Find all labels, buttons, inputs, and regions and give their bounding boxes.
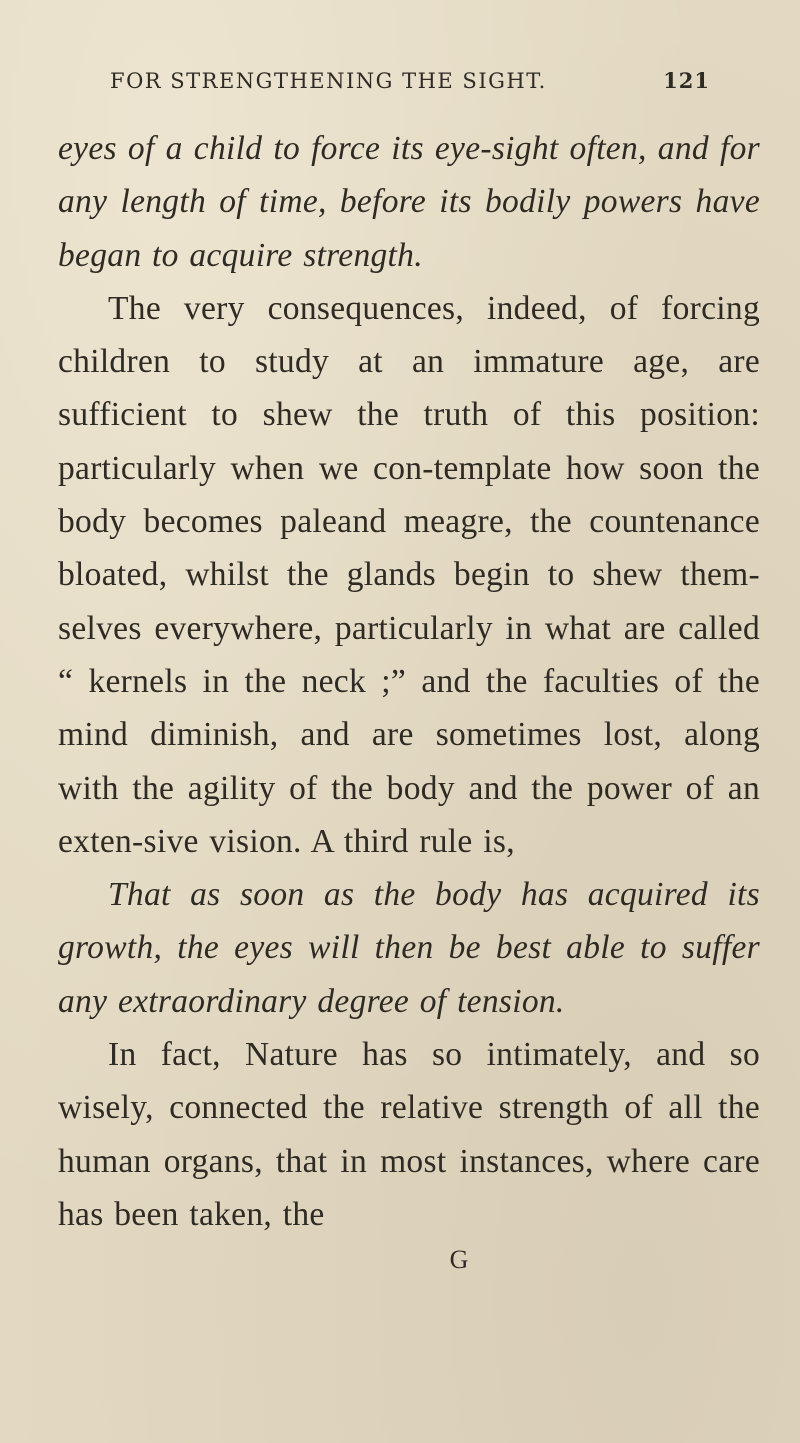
running-title: FOR STRENGTHENING THE SIGHT. (110, 69, 547, 93)
paragraph-nature: In fact, Nature has so intimately, and so wisely, connected the relative strength of all the human organs, that in most instances, where care has been taken, the (58, 1036, 760, 1233)
paragraph-third-rule: That as soon as the body has acquired its growth, the eyes will then be best able to suffer any extraordinary degree of tension. (58, 876, 760, 1020)
signature-mark: G (449, 1245, 469, 1275)
body-text (58, 122, 760, 1241)
paragraph-consequences: The very consequences, indeed, of forcing children to study at an immature age, are sufficient to shew the truth of this position: particularly when we con-template how soon the body becomes paleand meagre, the countenance bloated, whilst the glands begin to shew them-selves everywhere, particularly in what are called “ kernels in the neck ;” and the faculties of the mind diminish, and are sometimes lost, along with the agility of the body and the power of an exten-sive vision. A third rule is, (58, 289, 760, 860)
running-head (58, 68, 760, 112)
paragraph-continuation: eyes of a child to force its eye-sight often, and for any length of time, before its bodily powers have began to acquire strength. (58, 130, 760, 274)
page-number: 121 (663, 68, 710, 93)
